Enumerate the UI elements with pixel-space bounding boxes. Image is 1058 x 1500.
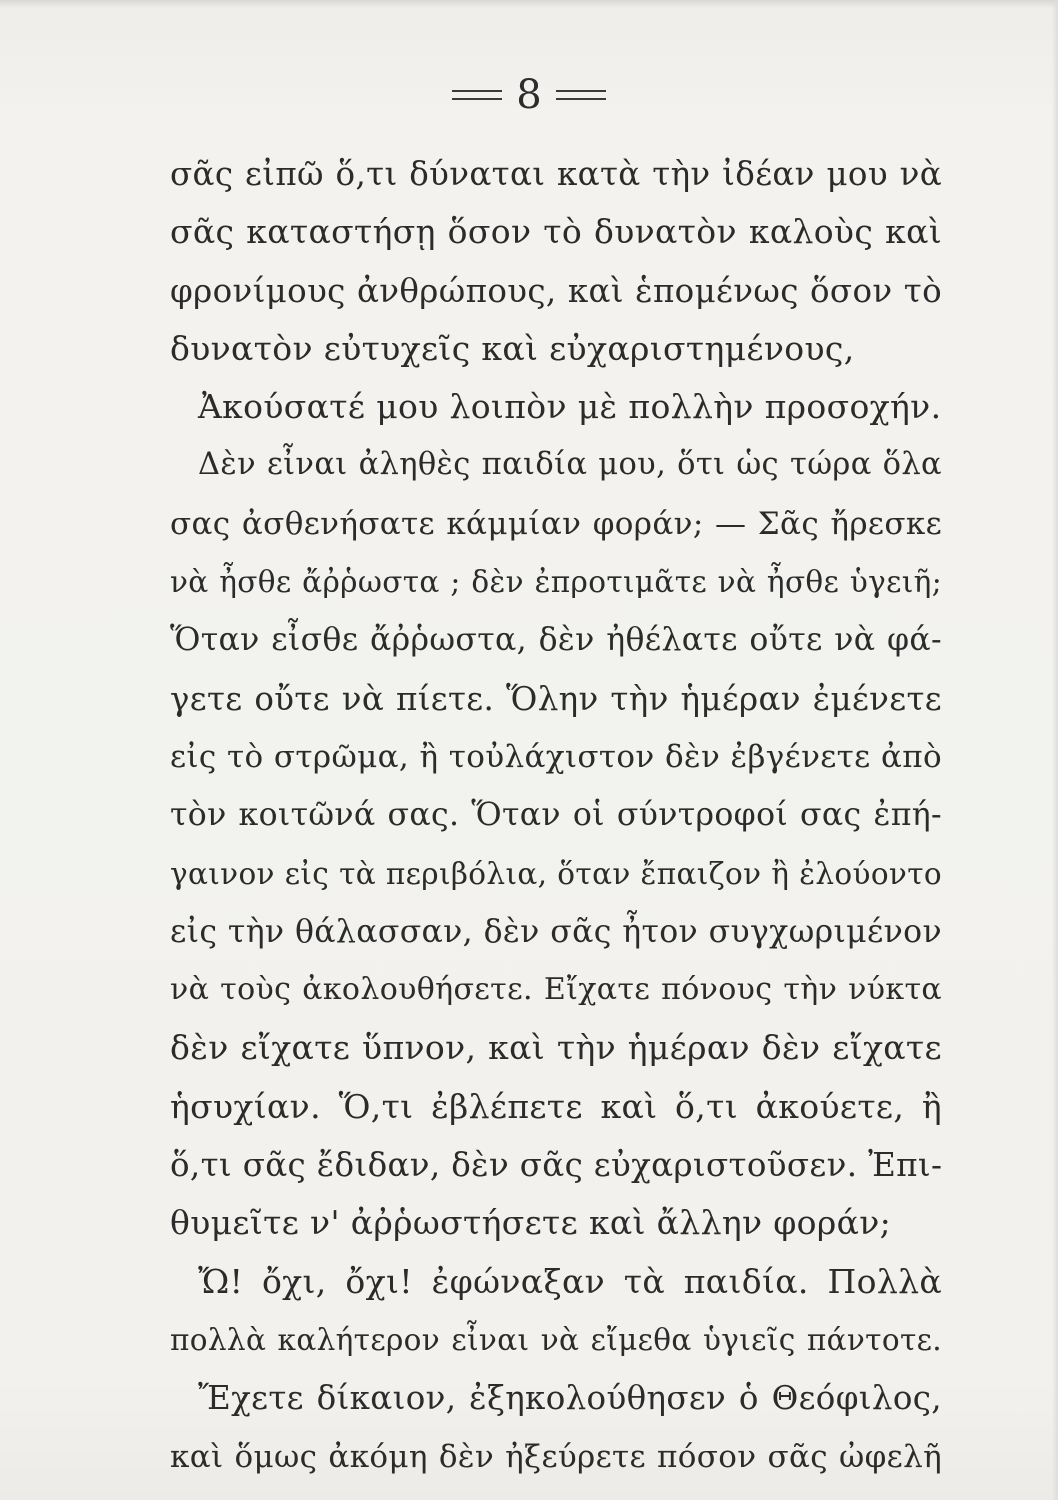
text-line: νὰ τοὺς ἀκολουθήσετε. Εἴχατε πόνους τὴν νύκτα (170, 972, 942, 1008)
text-line: Ὤ! ὄχι, ὄχι! ἐφώναξαν τὰ παιδία. Πολλὰ (198, 1261, 942, 1301)
page-number: 8 (516, 72, 542, 118)
text-line: φρονίμους ἀνθρώπους, καὶ ἑπομένως ὅσον τὸ (170, 271, 942, 310)
right-double-rule (556, 90, 606, 100)
page-right-edge (1052, 0, 1058, 1500)
text-line: δὲν εἴχατε ὕπνον, καὶ τὴν ἡμέραν δὲν εἴχατε (170, 1028, 942, 1068)
text-line: Δὲν εἶναι ἀληθὲς παιδία μου, ὅτι ὡς τώρα ὅλα (198, 447, 942, 483)
page-header (0, 70, 1058, 120)
body-text (170, 145, 942, 1486)
text-line: θυμεῖτε ν' ἀῤῥωστήσετε καὶ ἄλλην φοράν; (170, 1203, 892, 1243)
text-line: γαινον εἰς τὰ περιβόλια, ὅταν ἔπαιζον ἢ ἐλούοντο (170, 856, 942, 891)
text-line: σᾶς εἰπῶ ὅ,τι δύναται κατὰ τὴν ἰδέαν μου νὰ (170, 155, 942, 193)
text-line: Ἔχετε δίκαιον, ἐξηκολούθησεν ὁ Θεόφιλος, (198, 1379, 942, 1418)
text-line: νὰ ἦσθε ἄῤῥωστα ; δὲν ἐπροτιμᾶτε νὰ ἦσθε ὑγειῆ; (170, 565, 942, 600)
text-line: τὸν κοιτῶνά σας. Ὅταν οἱ σύντροφοί σας ἐπή- (170, 797, 942, 834)
text-line: Ὅταν εἶσθε ἄῤῥωστα, δὲν ἠθέλατε οὔτε νὰ φά- (170, 622, 942, 659)
left-double-rule (452, 90, 502, 100)
text-line: εἰς τὴν θάλασσαν, δὲν σᾶς ἦτον συγχωριμένον (170, 913, 942, 950)
text-line: εἰς τὸ στρῶμα, ἢ τοὐλάχιστον δὲν ἐβγένετε ἀπὸ (170, 738, 942, 775)
text-line: καὶ ὅμως ἀκόμη δὲν ἠξεύρετε πόσον σᾶς ὠφελῆ (170, 1438, 942, 1475)
text-line: δυνατὸν εὐτυχεῖς καὶ εὐχαριστημένους, (170, 328, 855, 368)
text-line: Ἀκούσατέ μου λοιπὸν μὲ πολλὴν προσοχήν. (198, 387, 942, 427)
text-line: πολλὰ καλήτερον εἶναι νὰ εἴμεθα ὑγιεῖς πάντοτε. (170, 1322, 942, 1357)
text-line: σας ἀσθενήσατε κάμμίαν φοράν; — Σᾶς ἤρεσκε (170, 505, 942, 542)
text-line: σᾶς καταστήσῃ ὅσον τὸ δυνατὸν καλοὺς καὶ (170, 212, 942, 252)
text-line: ἡσυχίαν. Ὅ,τι ἐβλέπετε καὶ ὅ,τι ἀκούετε, ἢ (170, 1086, 942, 1126)
text-line: ὅ,τι σᾶς ἔδιδαν, δὲν σᾶς εὐχαριστοῦσεν. Ἐπι- (170, 1146, 943, 1185)
text-line: γετε οὔτε νὰ πίετε. Ὅλην τὴν ἡμέραν ἐμένετε (170, 679, 942, 718)
page-top-edge (0, 0, 1058, 8)
